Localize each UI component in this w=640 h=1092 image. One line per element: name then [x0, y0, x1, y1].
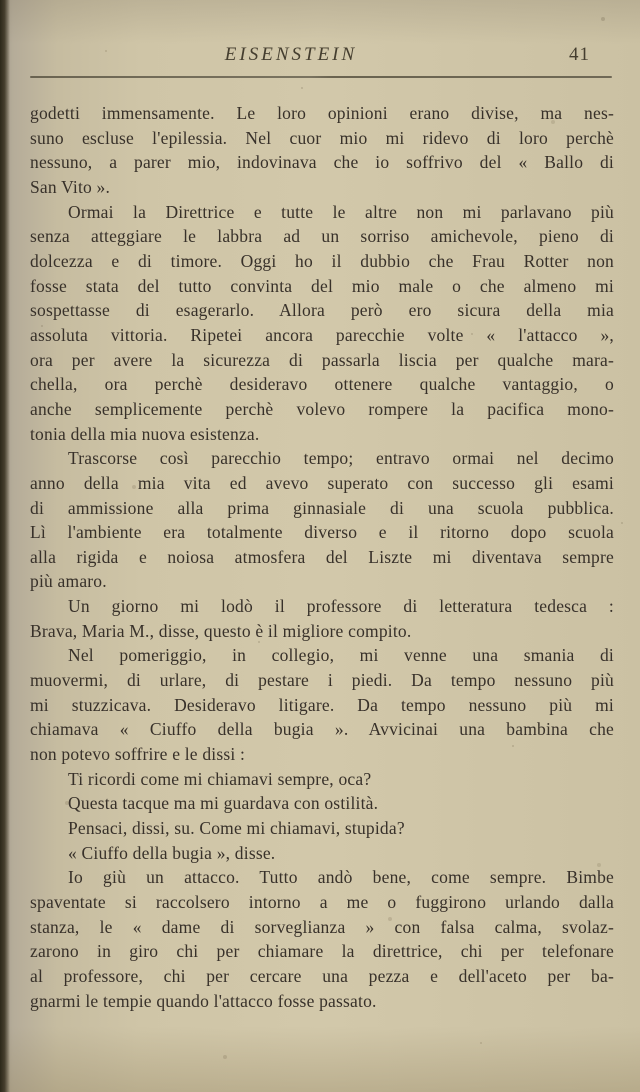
- paragraph: [30, 446, 614, 594]
- text-line: anno della mia vita ed avevo superato con successo gli esami: [30, 472, 614, 493]
- paragraph: [30, 865, 614, 1013]
- text-line: dolcezza e di timore. Oggi ho il dubbio che Frau Rotter non: [30, 250, 614, 271]
- text-line: spaventate si raccolsero intorno a me o fuggirono urlando dalla: [30, 892, 614, 912]
- text-line: « Ciuffo della bugia », disse.: [68, 842, 276, 863]
- text-line: di ammissione alla prima ginnasiale di una scuola pubblica.: [30, 497, 614, 518]
- text-line: Ti ricordi come mi chiamavi sempre, oca?: [68, 768, 372, 789]
- text-line: assoluta vittoria. Ripetei ancora parecchie volte « l'attacco »,: [30, 324, 614, 345]
- text-line: Brava, Maria M., disse, questo è il migliore compito.: [30, 620, 412, 641]
- text-line: al professore, chi per cercare una pezza e dell'aceto per ba-: [30, 965, 614, 986]
- text-line: chiamava « Ciuffo della bugia ». Avvicinai una bambina che: [30, 719, 614, 740]
- text-line: Un giorno mi lodò il professore di letteratura tedesca :: [68, 596, 614, 617]
- text-line: Ormai la Direttrice e tutte le altre non mi parlavano più: [68, 201, 614, 222]
- text-line: alla rigida e noiosa atmosfera del Liszte mi diventava sempre: [30, 546, 614, 567]
- text-line: più amaro.: [30, 571, 107, 592]
- text-line: Trascorse così parecchio tempo; entravo ormai nel decimo: [68, 448, 614, 469]
- text-line: mi stuzzicava. Desideravo litigare. Da tempo nessuno più mi: [30, 694, 614, 715]
- page-text: [30, 101, 614, 1013]
- paper-speckles: [0, 0, 2, 2]
- text-line: suno escluse l'epilessia. Nel cuor mio mi ridevo di loro perchè: [30, 127, 614, 148]
- text-line: tonia della mia nuova esistenza.: [30, 423, 260, 444]
- running-header: [30, 44, 612, 70]
- running-header-title: EISENSTEIN: [224, 44, 358, 65]
- binding-shadow: [0, 0, 10, 1092]
- text-line: godetti immensamente. Le loro opinioni erano divise, ma nes-: [30, 103, 614, 123]
- text-line: San Vito ».: [30, 176, 111, 197]
- paragraph: [30, 791, 614, 816]
- text-line: Pensaci, dissi, su. Come mi chiamavi, stupida?: [68, 818, 405, 839]
- paragraph: [30, 200, 614, 447]
- paragraph: [30, 841, 614, 866]
- text-line: stanza, le « dame di sorveglianza » con falsa calma, svolaz-: [30, 916, 614, 937]
- text-line: senza atteggiare le labbra ad un sorriso amichevole, pieno di: [30, 226, 614, 247]
- paragraph: [30, 101, 614, 200]
- paragraph: [30, 594, 614, 643]
- paragraph: [30, 816, 614, 841]
- paragraph: [30, 767, 614, 792]
- text-line: non potevo soffrire e le dissi :: [30, 744, 246, 765]
- text-line: Lì l'ambiente era totalmente diverso e il ritorno dopo scuola: [30, 522, 614, 543]
- text-line: anche semplicemente perchè volevo rompere la pacifica mono-: [30, 398, 614, 419]
- paragraph: [30, 643, 614, 766]
- text-line: chella, ora perchè desideravo ottenere qualche vantaggio, o: [30, 374, 614, 395]
- text-line: sospettasse di esagerarlo. Allora però ero sicura della mia: [30, 300, 614, 321]
- text-line: fosse stata del tutto convinta del mio male o che almeno mi: [30, 275, 614, 296]
- text-line: muovermi, di urlare, di pestare i piedi. Da tempo nessuno più: [30, 670, 614, 691]
- text-line: nessuno, a parer mio, indovinava che io soffrivo del « Ballo di: [30, 152, 614, 173]
- text-line: Io giù un attacco. Tutto andò bene, come sempre. Bimbe: [68, 867, 614, 888]
- header-rule: [30, 76, 612, 78]
- text-line: gnarmi le tempie quando l'attacco fosse passato.: [30, 990, 377, 1011]
- text-line: ora per avere la sicurezza di passarla liscia per qualche mara-: [30, 349, 614, 370]
- page-number: 41: [569, 44, 590, 65]
- text-line: zarono in giro chi per chiamare la direttrice, chi per telefonare: [30, 941, 614, 962]
- text-line: Nel pomeriggio, in collegio, mi venne una smania di: [68, 645, 614, 666]
- text-line: Questa tacque ma mi guardava con ostilità.: [68, 793, 379, 814]
